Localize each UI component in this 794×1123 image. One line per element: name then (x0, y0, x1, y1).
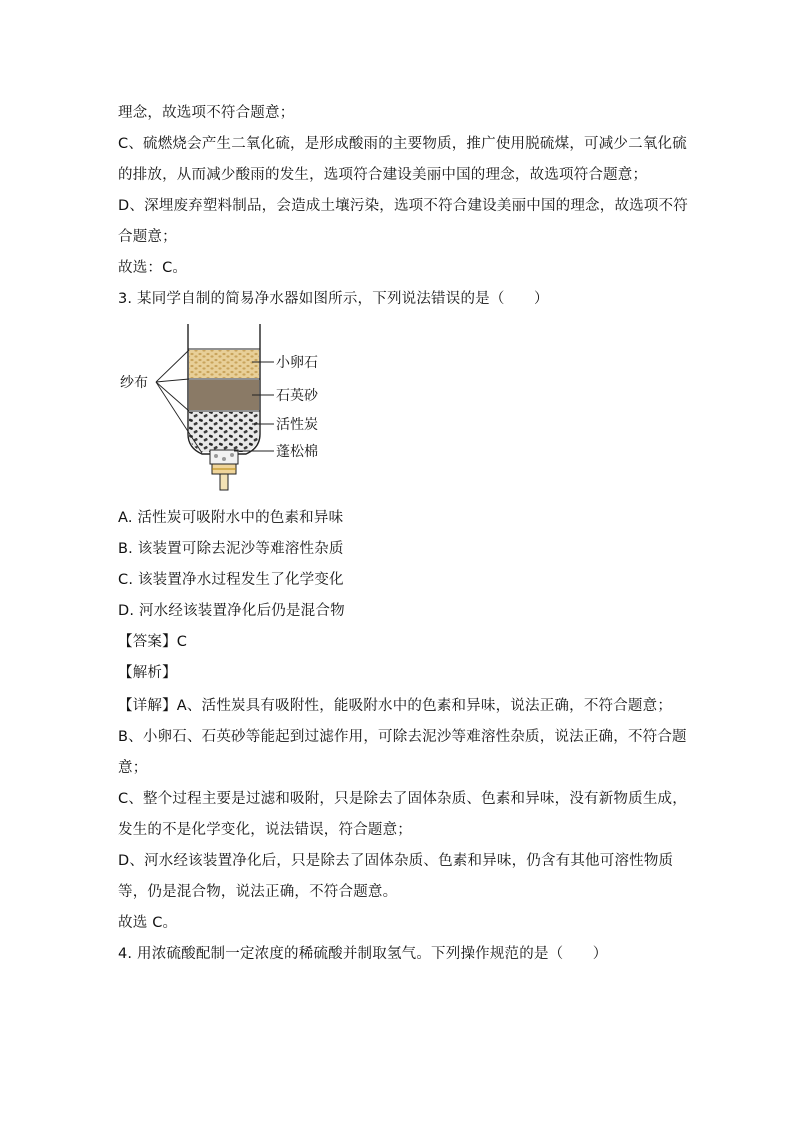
analysis-line: B、小卵石、石英砂等能起到过滤作用，可除去泥沙等难溶性杂质，说法正确，不符合题 (118, 729, 687, 745)
analysis-line: 发生的不是化学变化，说法错误，符合题意； (118, 822, 412, 838)
analysis-line: 意； (118, 760, 148, 776)
outlet-tube (220, 474, 228, 490)
analysis-line: C、整个过程主要是过滤和吸附，只是除去了固体杂质、色素和异味，没有新物质生成， (118, 791, 687, 807)
text-line: C、硫燃烧会产生二氧化硫，是形成酸雨的主要物质，推广使用脱硫煤，可减少二氧化硫 (118, 136, 687, 152)
activated-carbon-label: 活性炭 (276, 417, 318, 433)
option-b: B. 该装置可除去泥沙等难溶性杂质 (118, 541, 344, 557)
option-d: D. 河水经该装置净化后仍是混合物 (118, 603, 345, 619)
water-purifier-diagram (118, 322, 358, 498)
option-c: C. 该装置净水过程发生了化学变化 (118, 572, 344, 588)
cotton-label: 蓬松棉 (276, 444, 318, 460)
analysis-line: 故选 C。 (118, 915, 178, 931)
quartz-sand-layer (189, 380, 259, 410)
gauze-label: 纱布 (120, 375, 148, 391)
question-4-stem: 4. 用浓硫酸配制一定浓度的稀硫酸并制取氢气。下列操作规范的是（ ） (118, 946, 608, 962)
analysis-line: 【详解】A、活性炭具有吸附性，能吸附水中的色素和异味，说法正确，不符合题意； (118, 698, 673, 714)
quartz-sand-label: 石英砂 (276, 388, 318, 404)
text-line: 的排放，从而减少酸雨的发生，选项符合建设美丽中国的理念，故选项符合题意； (118, 167, 648, 183)
text-line: 合题意； (118, 229, 177, 245)
analysis-line: D、河水经该装置净化后，只是除去了固体杂质、色素和异味，仍含有其他可溶性物质 (118, 853, 674, 869)
activated-carbon-layer (189, 412, 259, 452)
analysis-heading: 【解析】 (118, 665, 177, 681)
pebble-label: 小卵石 (276, 355, 318, 371)
text-line: 故选：C。 (118, 260, 188, 276)
text-line: 理念，故选项不符合题意； (118, 105, 295, 121)
option-a: A. 活性炭可吸附水中的色素和异味 (118, 510, 344, 526)
text-line: D、深埋废弃塑料制品，会造成土壤污染，选项不符合建设美丽中国的理念，故选项不符 (118, 198, 688, 214)
pebble-layer (189, 350, 259, 378)
answer-line: 【答案】C (118, 634, 188, 650)
analysis-line: 等，仍是混合物，说法正确，不符合题意。 (118, 884, 398, 900)
question-3-stem: 3. 某同学自制的简易净水器如图所示，下列说法错误的是（ ） (118, 291, 549, 307)
